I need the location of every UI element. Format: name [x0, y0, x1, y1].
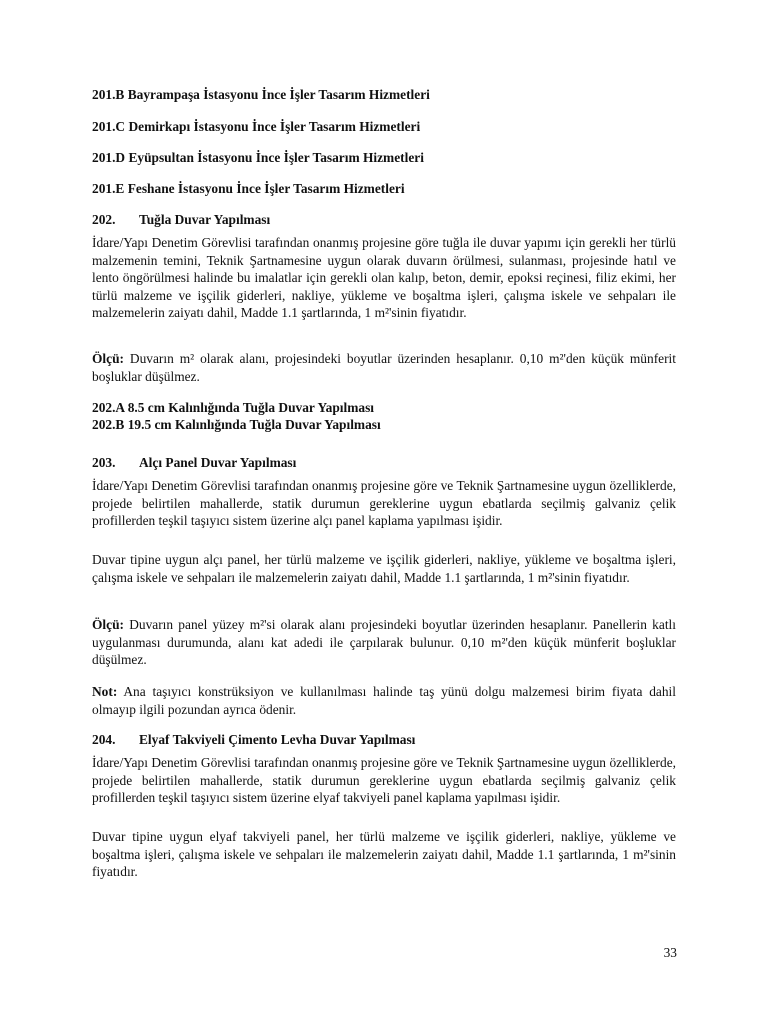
section-number: 203.: [92, 455, 116, 470]
olcu-text: Duvarın m² olarak alanı, projesindeki boyutlar üzerinden hesaplanır. 0,10 m²'den küçük münferit boşluklar düşülmez.: [92, 351, 676, 384]
paragraph-202-body: İdare/Yapı Denetim Görevlisi tarafından onanmış projesine göre tuğla ile duvar yapımı için gerekli her türlü malzemenin temini, Teknik Şartnamesine uygun olarak duvarın örülmesi, sulanması, projesinde hatıl ve lento öngörülmesi halinde bu imalatlar için gerekli olan kalıp, beton, demir, epoksi reçinesi, filiz ekimi, her türlü malzeme ve işçilik giderleri, nakliye, yükleme ve boşaltma işleri, çalışma iskele ve sehpaları ile malzemelerin zaiyatı dahil, Madde 1.1 şartlarında, 1 m²'sinin fiyatıdır.: [92, 235, 676, 321]
paragraph-204-p1: İdare/Yapı Denetim Görevlisi tarafından onanmış projesine göre ve Teknik Şartnamesine uygun özelliklerde, projede belirtilen mahallerde, statik durumun gereklerine uygun ebatlarda seçilmiş galvaniz çelik profillerden teşkil taşıyıcı sistem üzerine elyaf takviyeli panel kaplama yapılması işidir.: [92, 755, 676, 806]
page-number: 33: [663, 945, 677, 960]
paragraph-203-olcu: [92, 616, 676, 669]
not-label: Not:: [92, 684, 118, 699]
paragraph-204-p2: Duvar tipine uygun elyaf takviyeli panel, her türlü malzeme ve işçilik giderleri, nakliye, yükleme ve boşaltma işleri, çalışma iskele ve sehpaları ile malzemelerin zaiyatı dahil, Madde 1.1 şartlarında, 1 m²'sinin fiyatıdır.: [92, 829, 676, 880]
section-title: Elyaf Takviyeli Çimento Levha Duvar Yapılması: [139, 732, 416, 747]
heading-201b: 201.B Bayrampaşa İstasyonu İnce İşler Tasarım Hizmetleri: [92, 87, 430, 102]
olcu-label: Ölçü:: [92, 351, 124, 366]
heading-201e: 201.E Feshane İstasyonu İnce İşler Tasarım Hizmetleri: [92, 181, 405, 196]
section-number: 202.: [92, 212, 116, 227]
section-title: Tuğla Duvar Yapılması: [139, 212, 271, 227]
olcu-label: Ölçü:: [92, 617, 124, 632]
heading-201d: 201.D Eyüpsultan İstasyonu İnce İşler Tasarım Hizmetleri: [92, 150, 424, 165]
heading-203: [92, 454, 676, 472]
paragraph-203-p1: İdare/Yapı Denetim Görevlisi tarafından onanmış projesine göre ve Teknik Şartnamesine uygun özelliklerde, projede belirtilen mahallerde, statik durumun gereklerine uygun ebatlarda seçilmiş galvaniz çelik profillerden teşkil taşıyıcı sistem üzerine alçı panel kaplama yapılması işidir.: [92, 478, 676, 529]
heading-202a: 202.A 8.5 cm Kalınlığında Tuğla Duvar Yapılması: [92, 400, 375, 415]
heading-204: [92, 731, 676, 749]
heading-202: [92, 211, 676, 229]
paragraph-202-olcu: [92, 350, 676, 385]
heading-202b: 202.B 19.5 cm Kalınlığında Tuğla Duvar Yapılması: [92, 417, 381, 432]
paragraph-203-not: [92, 683, 676, 718]
olcu-text: Duvarın panel yüzey m²'si olarak alanı projesindeki boyutlar üzerinden hesaplanır. Panellerin katlı uygulanması durumunda, alanı kat adedi ile çarpılarak bulunur. 0,10 m²'den küçük münferit boşluklar düşülmez.: [92, 617, 676, 668]
paragraph-203-p2: Duvar tipine uygun alçı panel, her türlü malzeme ve işçilik giderleri, nakliye, yükleme ve boşaltma işleri, çalışma iskele ve sehpaları ile malzemelerin zaiyatı dahil, Madde 1.1 şartlarında, 1 m²'sinin fiyatıdır.: [92, 552, 676, 585]
section-title: Alçı Panel Duvar Yapılması: [139, 455, 297, 470]
section-number: 204.: [92, 732, 116, 747]
heading-201c: 201.C Demirkapı İstasyonu İnce İşler Tasarım Hizmetleri: [92, 119, 421, 134]
not-text: Ana taşıyıcı konstrüksiyon ve kullanılması halinde taş yünü dolgu malzemesi birim fiyata dahil olmayıp ilgili pozundan ayrıca ödenir.: [92, 684, 676, 717]
